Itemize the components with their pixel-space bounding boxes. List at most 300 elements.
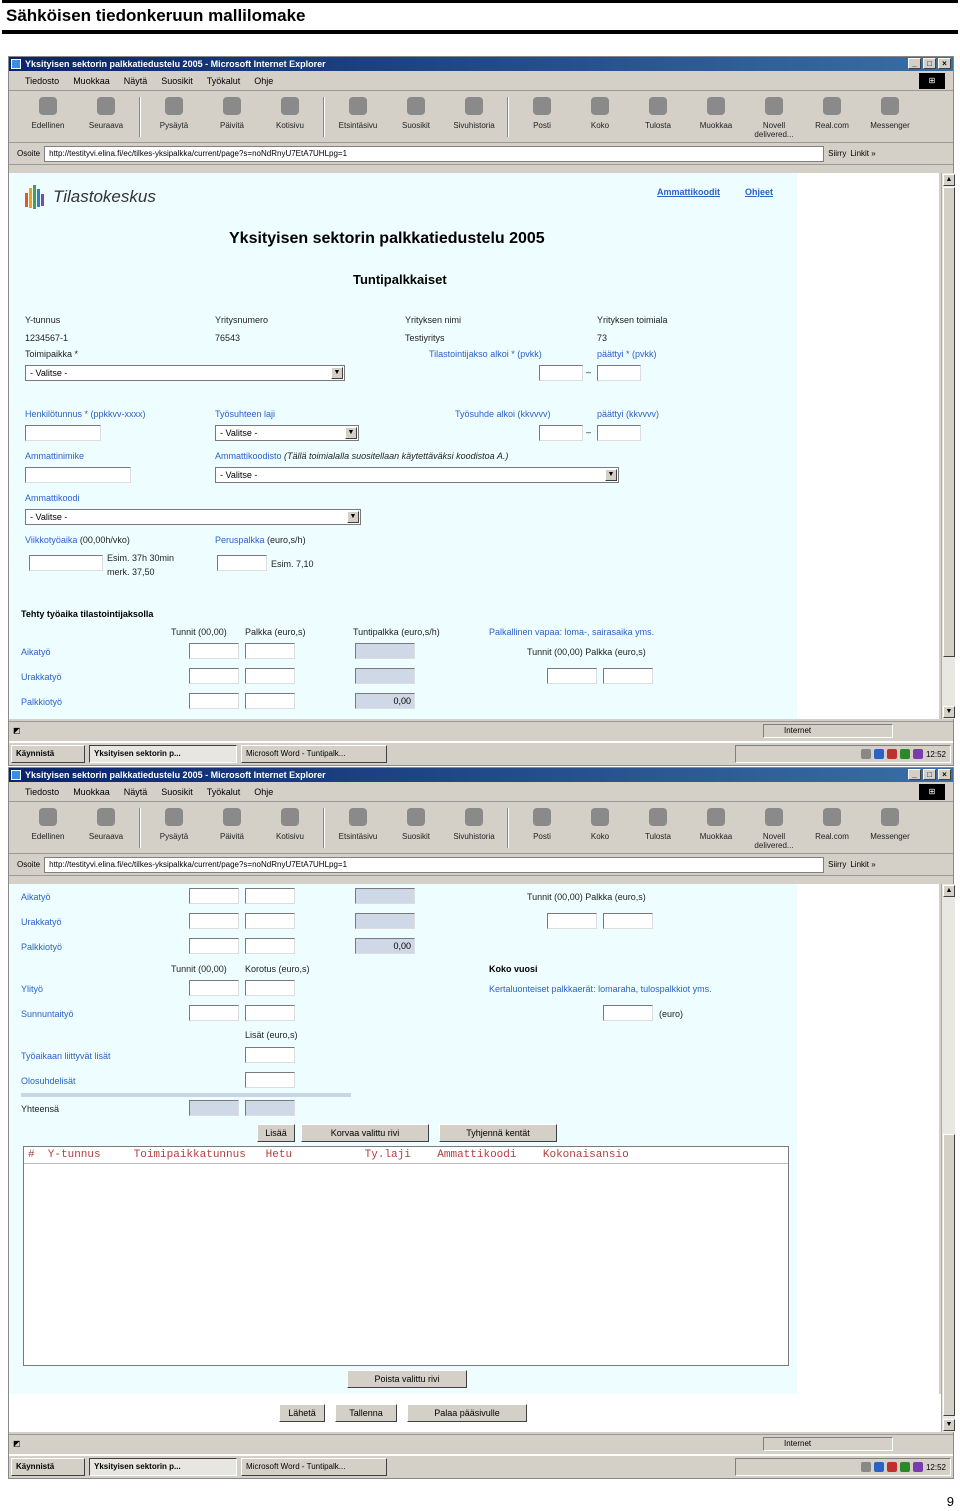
ammattinimike-input[interactable]: [25, 467, 131, 483]
clock: 12:52: [925, 1462, 946, 1472]
novell-tray-icon: [887, 1462, 897, 1472]
toolbar-button-label: Kotisivu: [275, 121, 304, 130]
toolbar-button-11[interactable]: [687, 808, 745, 841]
toimipaikka-label: Toimipaikka *: [25, 349, 79, 359]
start-button[interactable]: Käynnistä: [11, 745, 85, 763]
ammattikoodisto-row: [215, 451, 508, 461]
toolbar-button-12[interactable]: [745, 808, 803, 850]
forward-arrow-icon: [97, 808, 115, 826]
go-button[interactable]: Siirry: [828, 149, 847, 158]
ytunnus-value: 1234567-1: [25, 333, 69, 343]
kertaluonteiset-input[interactable]: [603, 1005, 653, 1021]
scroll-down-icon: ▼: [943, 706, 955, 718]
toolbar-separator: [139, 97, 141, 137]
chevron-down-icon: ▼: [331, 367, 343, 379]
address-input[interactable]: http://testityvi.elinа.fi/ec/tilkes-yksipalkka/current/page?s=noNdRnyU7EtA7UHLpg=1: [44, 146, 824, 162]
address-label: Osoite: [17, 860, 41, 869]
menu-tiedosto[interactable]: Tiedosto: [25, 75, 60, 86]
real-icon: [823, 97, 841, 115]
toolbar-button-9[interactable]: [571, 97, 629, 130]
volume-icon: [861, 1462, 871, 1472]
toolbar-button-label: Real.com: [815, 832, 849, 841]
toolbar-button-label: Tulosta: [645, 121, 671, 130]
refresh-icon: [223, 97, 241, 115]
vapaa-tunnit-palkka-label: Tunnit (00,00) Palkka (euro,s): [527, 892, 646, 902]
henkilotunnus-input[interactable]: [25, 425, 101, 441]
close-button[interactable]: ×: [938, 769, 951, 780]
menubar: [9, 782, 953, 802]
messenger-tray-icon: [913, 749, 923, 759]
kertaluonteiset-link[interactable]: Kertaluonteiset palkkaerät: lomaraha, tulospalkkiot yms.: [489, 984, 712, 994]
menu-muokkaa[interactable]: Muokkaa: [73, 75, 110, 86]
title-rule: [2, 30, 958, 34]
toolbar-button-1[interactable]: [77, 97, 135, 130]
ylityo-korotus-input[interactable]: [245, 980, 295, 996]
system-tray: [735, 1458, 951, 1476]
forward-arrow-icon: [97, 97, 115, 115]
row-urakkatyo-label[interactable]: Urakkatyö: [21, 917, 62, 927]
window-title: Yksityisen sektorin palkkatiedustelu 2005 - Microsoft Internet Explorer: [25, 59, 326, 69]
tyosuhteen-laji-select[interactable]: - Valitse - ▼: [215, 425, 359, 441]
col-korotus: Korotus (euro,s): [245, 964, 310, 974]
toolbar-button-label: Pysäytä: [159, 832, 189, 841]
yritysnumero-label: Yritysnumero: [215, 315, 269, 325]
ytunnus-label: Y-tunnus: [25, 315, 61, 325]
sum-divider: [21, 1093, 351, 1097]
row-tyoaikalisat-label[interactable]: Työaikaan liittyvät lisät: [21, 1051, 111, 1061]
page-status-icon: ◩: [13, 1439, 21, 1448]
page-status-icon: ◩: [13, 726, 21, 735]
toolbar-button-12[interactable]: [745, 97, 803, 139]
back-arrow-icon: [39, 97, 57, 115]
favorites-icon: [407, 97, 425, 115]
tyhjenna-button[interactable]: Tyhjennä kentät: [439, 1124, 557, 1142]
status-bar: [9, 1434, 953, 1452]
toolbar-button-2[interactable]: [145, 97, 203, 130]
toolbar-button-1[interactable]: [77, 808, 135, 841]
yhteensa-label: Yhteensä: [21, 1104, 60, 1114]
minimize-button[interactable]: _: [908, 769, 921, 780]
row-ylityo-label[interactable]: Ylityö: [21, 984, 44, 994]
toolbar-button-label: Tulosta: [645, 832, 671, 841]
toolbar-button-3[interactable]: [203, 808, 261, 841]
form-page: [9, 884, 797, 1432]
maximize-button[interactable]: □: [923, 769, 936, 780]
toolbar-button-label: Pysäytä: [159, 121, 189, 130]
toolbar-button-13[interactable]: [803, 97, 861, 130]
windows-logo-icon: ⊞: [919, 73, 945, 89]
network-icon: [874, 749, 884, 759]
novell-tray-icon: [887, 749, 897, 759]
toolbar-button-0[interactable]: [19, 808, 77, 841]
ylityo-tunnit-input[interactable]: [189, 980, 239, 996]
search-icon: [349, 97, 367, 115]
row-aikatyo-label[interactable]: Aikatyö: [21, 892, 51, 902]
go-button[interactable]: Siirry: [828, 860, 847, 869]
vapaa-tunnit-palkka-label: Tunnit (00,00) Palkka (euro,s): [527, 647, 646, 657]
toolbar-button-label: Koko: [590, 832, 610, 841]
minimize-button[interactable]: _: [908, 58, 921, 69]
toolbar-button-7[interactable]: [445, 97, 503, 130]
refresh-icon: [223, 808, 241, 826]
page-viewport: [9, 173, 953, 719]
network-icon: [874, 1462, 884, 1472]
toolbar-button-label: Novell delivered...: [754, 121, 794, 139]
urakkatyo-tunnit-input[interactable]: [189, 913, 239, 929]
address-bar: [9, 143, 953, 165]
start-button[interactable]: Käynnistä: [11, 1458, 85, 1476]
task-word[interactable]: Microsoft Word - Tuntipalk...: [241, 745, 387, 763]
viikkotyoaika-hint2: merk. 37,50: [107, 567, 155, 577]
viikkotyoaika-format: (00,00h/vko): [79, 535, 130, 545]
row-palkkiotyo-label[interactable]: Palkkiotyö: [21, 697, 63, 707]
menubar: [9, 71, 953, 91]
lisat-label: Lisät (euro,s): [245, 1030, 298, 1040]
vapaa-palkka-input[interactable]: [603, 913, 653, 929]
korvaa-button[interactable]: Korvaa valittu rivi: [301, 1124, 429, 1142]
aikatyo-tuntipalkka-output: [355, 643, 415, 659]
toolbar-button-label: Novell delivered...: [754, 832, 794, 850]
toolbar-button-label: Suosikit: [401, 832, 430, 841]
col-tunnit: Tunnit (00,00): [171, 627, 227, 637]
tehty-tyoaika-title: Tehty työaika tilastointijaksolla: [21, 609, 154, 619]
toolbar-button-label: Suosikit: [401, 121, 430, 130]
yhteensa-tunnit-output: [189, 1100, 239, 1116]
browser-toolbar: [9, 91, 953, 143]
window-titlebar: [9, 57, 953, 71]
ammattikoodit-link[interactable]: Ammattikoodit: [657, 187, 720, 197]
mail-icon: [533, 97, 551, 115]
toimipaikka-select[interactable]: - Valitse - ▼: [25, 365, 345, 381]
back-arrow-icon: [39, 808, 57, 826]
rows-listbox[interactable]: [23, 1146, 789, 1366]
vertical-scrollbar[interactable]: [941, 173, 955, 719]
toolbar-separator: [507, 97, 509, 137]
olosuhdelisat-input[interactable]: [245, 1072, 295, 1088]
history-icon: [465, 97, 483, 115]
page-number: 9: [946, 1494, 954, 1509]
toolbar-button-3[interactable]: [203, 97, 261, 130]
viikkotyoaika-input[interactable]: [29, 555, 103, 571]
palkkiotyo-palkka-input[interactable]: [245, 938, 295, 954]
toolbar-button-label: Koko: [590, 121, 610, 130]
toolbar-button-14[interactable]: [861, 808, 919, 841]
menu-suosikit[interactable]: Suosikit: [161, 75, 193, 86]
jakso-paattyi-input[interactable]: [597, 365, 641, 381]
menu-tyokalut[interactable]: Työkalut: [206, 75, 241, 86]
urakkatyo-palkka-input[interactable]: [245, 913, 295, 929]
aikatyo-palkka-input[interactable]: [245, 888, 295, 904]
vertical-scrollbar[interactable]: [941, 884, 955, 1432]
col-tuntipalkka: Tuntipalkka (euro,s/h): [353, 627, 440, 637]
toolbar-button-label: Messenger: [870, 832, 910, 841]
links-button[interactable]: Linkit »: [850, 860, 876, 869]
toimiala-label: Yrityksen toimiala: [597, 315, 668, 325]
window-title: Yksityisen sektorin palkkatiedustelu 2005 - Microsoft Internet Explorer: [25, 770, 326, 780]
toolbar-separator: [139, 808, 141, 848]
yritys-nimi-label: Yrityksen nimi: [405, 315, 462, 325]
menu-nayta[interactable]: Näytä: [123, 75, 148, 86]
window-titlebar: [9, 768, 953, 782]
tallenna-button[interactable]: Tallenna: [335, 1404, 397, 1422]
edit-icon: [707, 97, 725, 115]
vapaa-palkka-input[interactable]: [603, 668, 653, 684]
real-icon: [823, 808, 841, 826]
status-zone: Internet: [763, 724, 893, 738]
toolbar-button-10[interactable]: [629, 808, 687, 841]
tilastokeskus-logo-icon: [23, 183, 45, 211]
clock: 12:52: [925, 749, 946, 759]
menu-ohje[interactable]: Ohje: [254, 786, 274, 797]
urakkatyo-tuntipalkka-output: [355, 913, 415, 929]
peruspalkka-label[interactable]: Peruspalkka: [215, 535, 265, 545]
toolbar-separator: [323, 97, 325, 137]
address-label: Osoite: [17, 149, 41, 158]
toolbar-separator: [507, 808, 509, 848]
jakso-alkoi-input[interactable]: [539, 365, 583, 381]
yritysnumero-value: 76543: [215, 333, 241, 343]
address-bar: [9, 854, 953, 876]
toolbar-button-7[interactable]: [445, 808, 503, 841]
print-icon: [649, 97, 667, 115]
row-urakkatyo-label[interactable]: Urakkatyö: [21, 672, 62, 682]
ammattikoodi-label[interactable]: Ammattikoodi: [25, 493, 80, 503]
toolbar-button-8[interactable]: [513, 808, 571, 841]
viikkotyoaika-label[interactable]: Viikkotyöaika: [25, 535, 78, 545]
palkallinen-vapaa-link[interactable]: Palkallinen vapaa: loma-, sairasaika yms.: [489, 627, 655, 637]
address-input[interactable]: http://testityvi.elinа.fi/ec/tilkes-yksipalkka/current/page?s=noNdRnyU7EtA7UHLpg=1: [44, 857, 824, 873]
henkilotunnus-label[interactable]: Henkilötunnus * (ppkkvv-xxxx): [25, 409, 146, 419]
menu-suosikit[interactable]: Suosikit: [161, 786, 193, 797]
palaa-button[interactable]: Palaa pääsivulle: [407, 1404, 527, 1422]
tyoaikalisat-input[interactable]: [245, 1047, 295, 1063]
toolbar-button-label: Etsintäsivu: [338, 121, 378, 130]
toolbar-button-label: Etsintäsivu: [338, 832, 378, 841]
favorites-icon: [407, 808, 425, 826]
taskbar: [9, 741, 953, 765]
toolbar-separator: [323, 808, 325, 848]
print-icon: [649, 808, 667, 826]
sunnuntaityo-tunnit-input[interactable]: [189, 1005, 239, 1021]
toolbar-button-label: Muokkaa: [699, 832, 733, 841]
urakkatyo-tunnit-input[interactable]: [189, 668, 239, 684]
messenger-tray-icon: [913, 1462, 923, 1472]
palkkiotyo-palkka-input[interactable]: [245, 693, 295, 709]
peruspalkka-hint: Esim. 7,10: [271, 559, 314, 569]
koko-vuosi-unit: (euro): [659, 1009, 684, 1019]
aikatyo-palkka-input[interactable]: [245, 643, 295, 659]
scroll-thumb: [943, 1134, 955, 1416]
menu-ohje[interactable]: Ohje: [254, 75, 274, 86]
toolbar-button-label: Real.com: [815, 121, 849, 130]
toolbar-button-label: Edellinen: [31, 832, 65, 841]
antivirus-icon: [900, 749, 910, 759]
toolbar-button-label: Sivuhistoria: [453, 121, 495, 130]
edit-icon: [707, 808, 725, 826]
document-title: Sähköisen tiedonkeruun mallilomake: [6, 6, 306, 25]
toolbar-button-label: Posti: [533, 121, 551, 130]
peruspalkka-input[interactable]: [217, 555, 267, 571]
koko-vuosi-title: Koko vuosi: [489, 964, 538, 974]
chevron-down-icon: ▼: [347, 511, 359, 523]
scroll-down-icon: ▼: [943, 1419, 955, 1431]
links-button[interactable]: Linkit »: [850, 149, 876, 158]
font-size-icon: [591, 808, 609, 826]
history-icon: [465, 808, 483, 826]
toolbar-button-9[interactable]: [571, 808, 629, 841]
col-tunnit: Tunnit (00,00): [171, 964, 227, 974]
toolbar-button-5[interactable]: [329, 808, 387, 841]
toolbar-button-2[interactable]: [145, 808, 203, 841]
toolbar-button-label: Seuraava: [88, 832, 124, 841]
palkkiotyo-tunnit-input[interactable]: [189, 938, 239, 954]
toolbar-button-6[interactable]: [387, 808, 445, 841]
dash-separator: –: [586, 427, 592, 437]
palkkiotyo-tunnit-input[interactable]: [189, 693, 239, 709]
novell-icon: [765, 808, 783, 826]
toolbar-button-8[interactable]: [513, 97, 571, 130]
tyosuhde-paattyi-input[interactable]: [597, 425, 641, 441]
row-palkkiotyo-label[interactable]: Palkkiotyö: [21, 942, 63, 952]
paattyi-pvkk-label[interactable]: päättyi * (pvkk): [597, 349, 657, 359]
browser-window-1: [8, 56, 954, 766]
section-title: Tuntipalkkaiset: [353, 272, 447, 287]
urakkatyo-tuntipalkka-output: [355, 668, 415, 684]
row-olosuhdelisat-label[interactable]: Olosuhdelisät: [21, 1076, 76, 1086]
aikatyo-tunnit-input[interactable]: [189, 643, 239, 659]
aikatyo-tuntipalkka-output: [355, 888, 415, 904]
volume-icon: [861, 749, 871, 759]
toolbar-button-11[interactable]: [687, 97, 745, 130]
home-icon: [281, 97, 299, 115]
sunnuntaityo-korotus-input[interactable]: [245, 1005, 295, 1021]
taskbar: [9, 1454, 953, 1478]
ie-icon: [11, 770, 21, 780]
status-zone: Internet: [763, 1437, 893, 1451]
yhteensa-palkka-output: [245, 1100, 295, 1116]
ammattikoodi-select[interactable]: - Valitse - ▼: [25, 509, 361, 525]
paattyi-kkvvvv-label[interactable]: päättyi (kkvvvv): [597, 409, 660, 419]
viikkotyoaika-row: [25, 535, 130, 545]
toolbar-button-label: Muokkaa: [699, 121, 733, 130]
peruspalkka-row: [215, 535, 306, 545]
stop-icon: [165, 808, 183, 826]
row-sunnuntaityo-label[interactable]: Sunnuntaityö: [21, 1009, 74, 1019]
home-icon: [281, 808, 299, 826]
antivirus-icon: [900, 1462, 910, 1472]
peruspalkka-unit: (euro,s/h): [267, 535, 306, 545]
menu-nayta[interactable]: Näytä: [123, 786, 148, 797]
scroll-up-icon: ▲: [943, 885, 955, 897]
laheta-button[interactable]: Lähetä: [279, 1404, 325, 1422]
toolbar-button-label: Seuraava: [88, 121, 124, 130]
row-aikatyo-label[interactable]: Aikatyö: [21, 647, 51, 657]
toolbar-button-label: Edellinen: [31, 121, 65, 130]
toolbar-button-5[interactable]: [329, 97, 387, 130]
scroll-up-icon: ▲: [943, 174, 955, 186]
toolbar-button-label: Posti: [533, 832, 551, 841]
system-tray: [735, 745, 951, 763]
tyosuhteen-laji-label[interactable]: Työsuhteen laji: [215, 409, 276, 419]
ohjeet-link[interactable]: Ohjeet: [745, 187, 774, 197]
ammattikoodisto-note: (Tällä toimialalla suositellaan käytettäväksi koodistoa A.): [284, 451, 509, 461]
toolbar-button-label: Kotisivu: [275, 832, 304, 841]
task-browser[interactable]: Yksityisen sektorin p...: [89, 1458, 237, 1476]
palkkiotyo-tuntipalkka-output: 0,00: [355, 938, 415, 954]
viikkotyoaika-hint1: Esim. 37h 30min: [107, 553, 175, 563]
chevron-down-icon: ▼: [345, 427, 357, 439]
task-word[interactable]: Microsoft Word - Tuntipalk...: [241, 1458, 387, 1476]
toolbar-button-4[interactable]: [261, 97, 319, 130]
tilastointijakso-label[interactable]: Tilastointijakso alkoi * (pvkk): [429, 349, 542, 359]
chevron-down-icon: ▼: [605, 469, 617, 481]
status-bar: [9, 721, 953, 739]
vapaa-tunnit-input[interactable]: [547, 913, 597, 929]
aikatyo-tunnit-input[interactable]: [189, 888, 239, 904]
page-viewport: [9, 884, 953, 1432]
browser-toolbar: [9, 802, 953, 854]
urakkatyo-palkka-input[interactable]: [245, 668, 295, 684]
browser-window-2: [8, 767, 954, 1479]
font-size-icon: [591, 97, 609, 115]
lisaa-button[interactable]: Lisää: [257, 1124, 295, 1142]
menu-muokkaa[interactable]: Muokkaa: [73, 786, 110, 797]
toolbar-button-10[interactable]: [629, 97, 687, 130]
search-icon: [349, 808, 367, 826]
tyosuhde-alkoi-input[interactable]: [539, 425, 583, 441]
list-header-divider: [24, 1163, 788, 1164]
ammattikoodisto-select[interactable]: - Valitse - ▼: [215, 467, 619, 483]
toimiala-value: 73: [597, 333, 608, 343]
toolbar-button-14[interactable]: [861, 97, 919, 130]
stop-icon: [165, 97, 183, 115]
task-browser[interactable]: Yksityisen sektorin p...: [89, 745, 237, 763]
toolbar-button-label: Messenger: [870, 121, 910, 130]
vapaa-tunnit-input[interactable]: [547, 668, 597, 684]
messenger-icon: [881, 97, 899, 115]
top-rule: [2, 0, 958, 3]
menu-tyokalut[interactable]: Työkalut: [206, 786, 241, 797]
toolbar-button-4[interactable]: [261, 808, 319, 841]
form-page: [9, 173, 797, 719]
dash-separator: –: [586, 367, 592, 377]
survey-title: Yksityisen sektorin palkkatiedustelu 2005: [229, 230, 545, 247]
mail-icon: [533, 808, 551, 826]
ammattikoodisto-label[interactable]: Ammattikoodisto: [215, 451, 282, 461]
menu-tiedosto[interactable]: Tiedosto: [25, 786, 60, 797]
windows-logo-icon: ⊞: [919, 784, 945, 800]
toolbar-button-13[interactable]: [803, 808, 861, 841]
messenger-icon: [881, 808, 899, 826]
col-palkka: Palkka (euro,s): [245, 627, 306, 637]
toolbar-button-6[interactable]: [387, 97, 445, 130]
toolbar-button-0[interactable]: [19, 97, 77, 130]
ie-icon: [11, 59, 21, 69]
scroll-thumb: [943, 187, 955, 657]
toolbar-button-label: Päivitä: [219, 121, 244, 130]
bottom-area: [9, 1394, 941, 1432]
toolbar-button-label: Päivitä: [219, 832, 244, 841]
ammattinimike-label[interactable]: Ammattinimike: [25, 451, 85, 461]
toolbar-button-label: Sivuhistoria: [453, 832, 495, 841]
palkkiotyo-tuntipalkka-output: 0,00: [355, 693, 415, 709]
yritys-nimi-value: Testiyritys: [405, 333, 445, 343]
brand-name: Tilastokeskus: [53, 187, 156, 206]
poista-button[interactable]: Poista valittu rivi: [347, 1370, 467, 1388]
close-button[interactable]: ×: [938, 58, 951, 69]
maximize-button[interactable]: □: [923, 58, 936, 69]
tyosuhde-alkoi-label[interactable]: Työsuhde alkoi (kkvvvv): [455, 409, 551, 419]
